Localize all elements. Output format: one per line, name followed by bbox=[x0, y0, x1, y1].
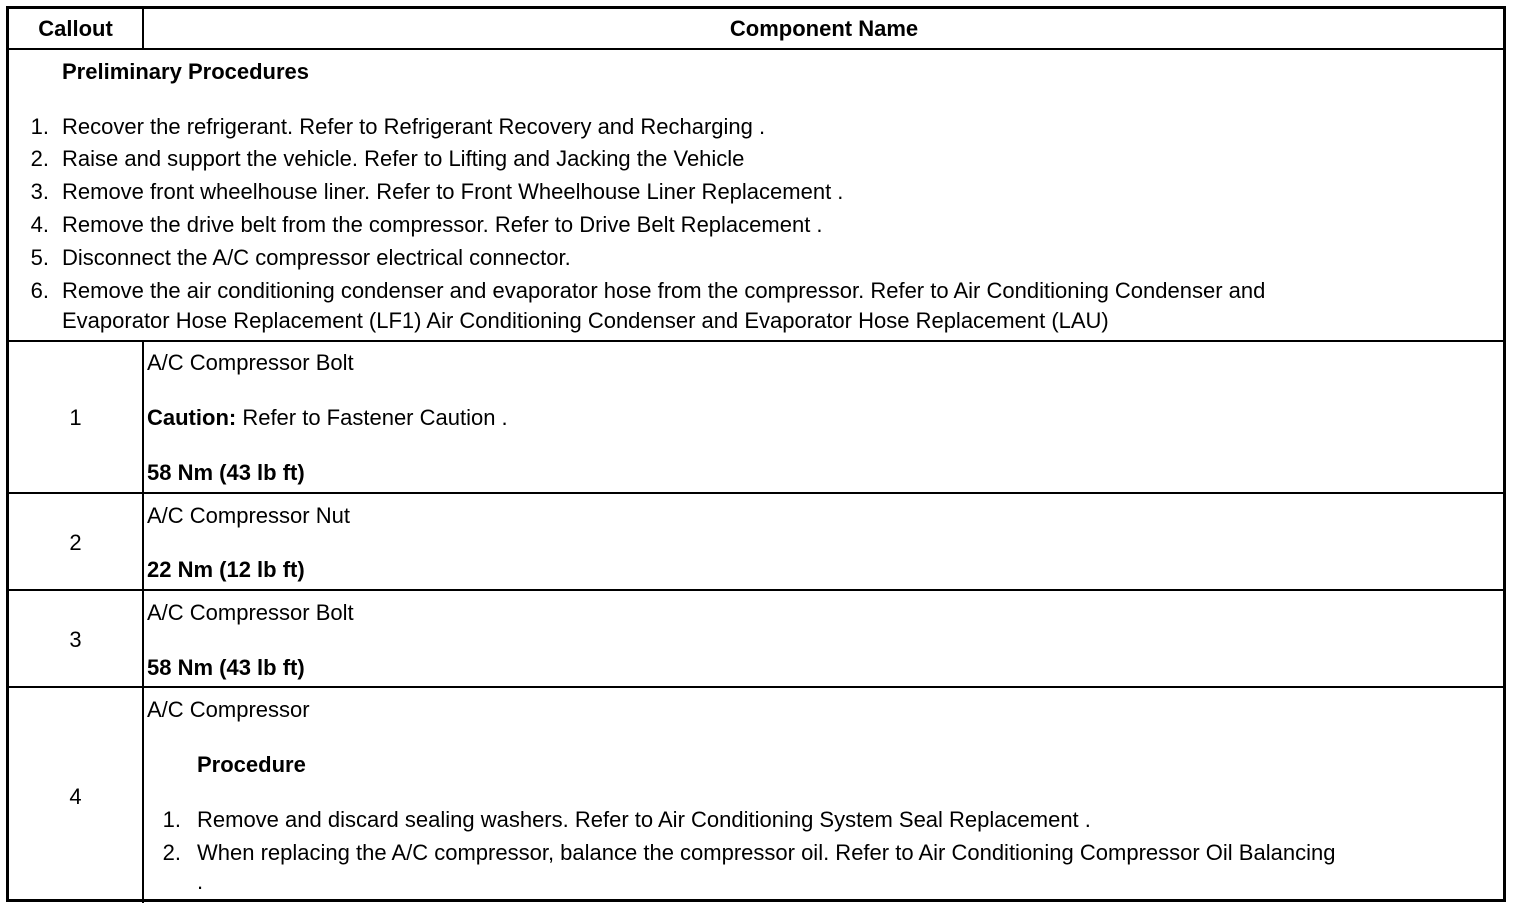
preliminary-step-text: Recover the refrigerant. Refer to Refrigerant Recovery and Recharging . bbox=[62, 114, 766, 139]
torque-spec: 58 Nm (43 lb ft) bbox=[147, 460, 305, 485]
header-divider bbox=[9, 48, 1503, 50]
component-name: A/C Compressor bbox=[147, 697, 310, 722]
component-name: A/C Compressor Nut bbox=[147, 503, 350, 528]
callout-number: 3 bbox=[69, 627, 82, 652]
row-divider-1 bbox=[9, 492, 1503, 494]
caution-text: Refer to Fastener Caution . bbox=[236, 405, 508, 430]
procedure-step-text-continued: . bbox=[197, 869, 204, 894]
callout-number: 2 bbox=[69, 530, 82, 555]
preliminary-step-number: 1. bbox=[30, 114, 49, 139]
preliminary-step-text: Remove the air conditioning condenser and evaporator hose from the compressor. Refer to Air Conditioning Condenser and bbox=[62, 278, 1266, 303]
preliminary-step-number: 2. bbox=[30, 146, 49, 171]
preliminary-step-text-continued: Evaporator Hose Replacement (LF1) Air Conditioning Condenser and Evaporator Hose Replacement (LAU) bbox=[62, 308, 1109, 333]
caution-label: Caution: bbox=[147, 405, 237, 430]
procedure-table bbox=[6, 6, 1506, 902]
torque-spec: 22 Nm (12 lb ft) bbox=[147, 557, 305, 582]
preliminary-step-number: 4. bbox=[30, 212, 49, 237]
procedure-step-number: 2. bbox=[162, 840, 181, 865]
callout-number: 1 bbox=[69, 405, 82, 430]
header-callout: Callout bbox=[38, 16, 113, 41]
preliminary-step-number: 3. bbox=[30, 179, 49, 204]
preliminary-step-text: Remove front wheelhouse liner. Refer to Front Wheelhouse Liner Replacement . bbox=[62, 179, 844, 204]
procedure-step-number: 1. bbox=[162, 807, 181, 832]
procedure-step-text: Remove and discard sealing washers. Refer to Air Conditioning System Seal Replacement . bbox=[197, 807, 1091, 832]
preliminary-step-text: Disconnect the A/C compressor electrical connector. bbox=[62, 245, 571, 270]
procedure-title: Procedure bbox=[197, 752, 306, 777]
header-component-name: Component Name bbox=[729, 16, 919, 41]
component-name: A/C Compressor Bolt bbox=[147, 600, 354, 625]
row-divider-preliminary bbox=[9, 340, 1503, 342]
component-name: A/C Compressor Bolt bbox=[147, 350, 354, 375]
preliminary-step-text: Remove the drive belt from the compressor. Refer to Drive Belt Replacement . bbox=[62, 212, 823, 237]
caution-note bbox=[147, 405, 508, 431]
preliminary-step-text: Raise and support the vehicle. Refer to Lifting and Jacking the Vehicle bbox=[62, 146, 745, 171]
row-divider-2 bbox=[9, 589, 1503, 591]
procedure-step-text: When replacing the A/C compressor, balance the compressor oil. Refer to Air Conditioning Compressor Oil Balancing bbox=[197, 840, 1336, 865]
torque-spec: 58 Nm (43 lb ft) bbox=[147, 655, 305, 680]
row-divider-3 bbox=[9, 686, 1503, 688]
preliminary-step-number: 6. bbox=[30, 278, 49, 303]
preliminary-title: Preliminary Procedures bbox=[62, 59, 310, 84]
callout-number: 4 bbox=[69, 784, 82, 809]
preliminary-step-number: 5. bbox=[30, 245, 49, 270]
